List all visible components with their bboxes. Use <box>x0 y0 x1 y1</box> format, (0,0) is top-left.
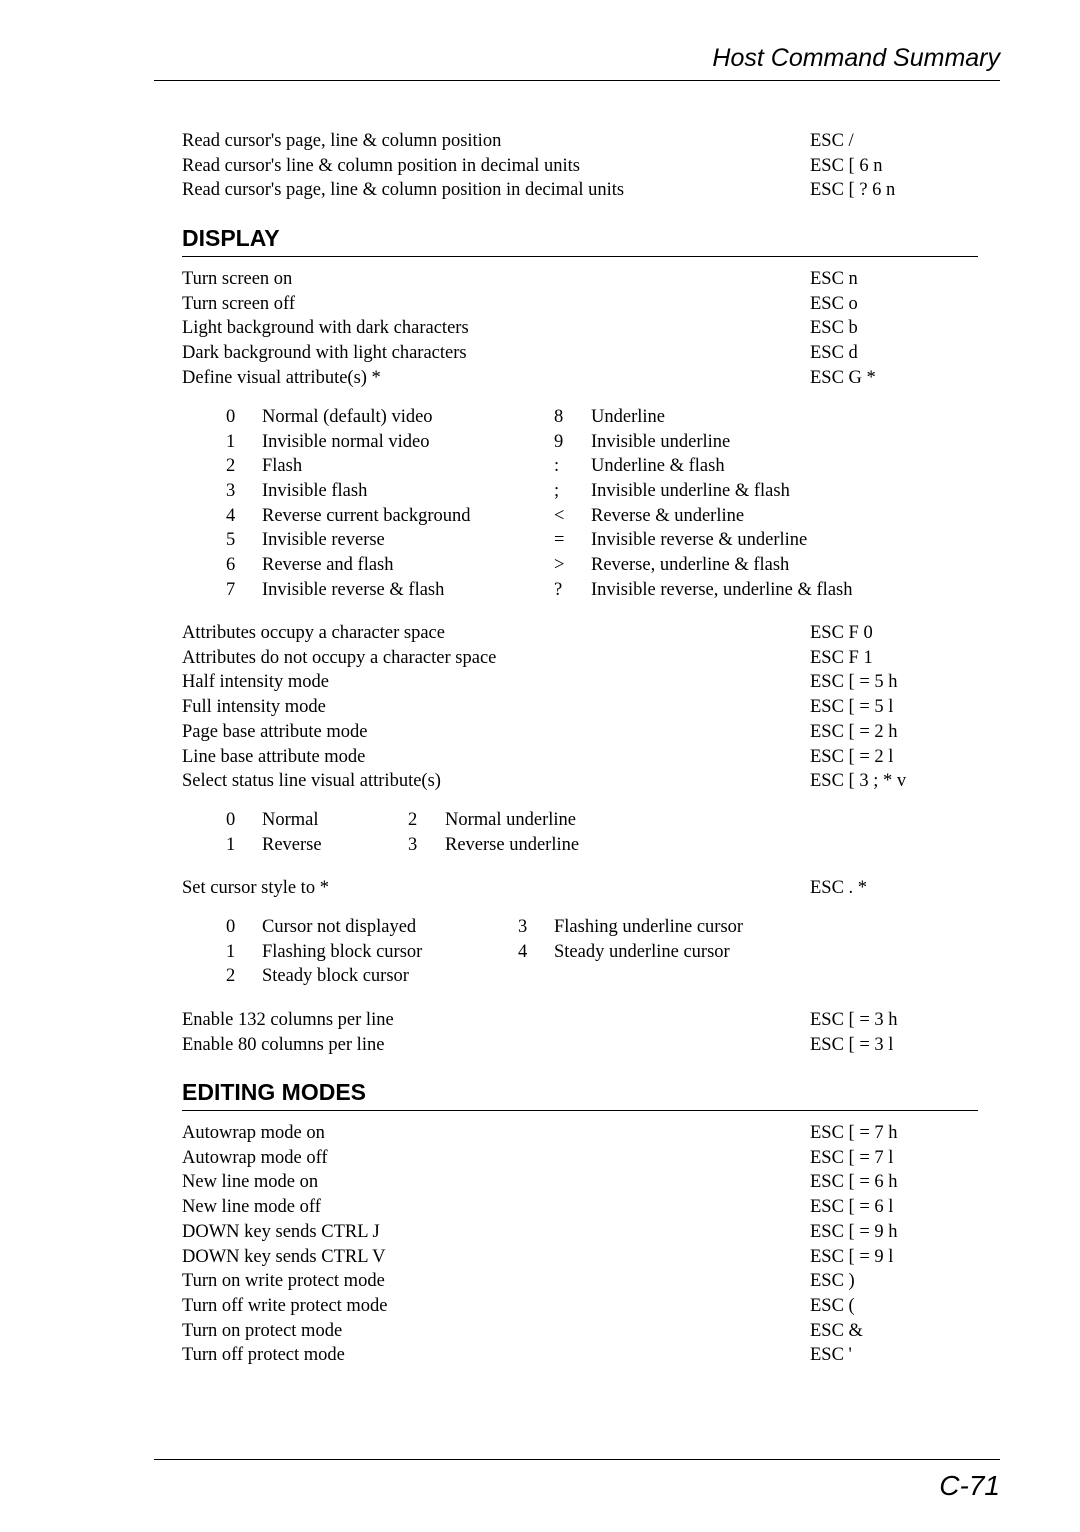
command-row <box>182 646 982 671</box>
attribute-row <box>182 808 982 833</box>
command-row <box>182 366 982 391</box>
command-code: ESC [ = 9 h <box>810 1221 898 1242</box>
command-description: Turn on protect mode <box>182 1320 343 1341</box>
attribute-label: Invisible flash <box>262 481 368 502</box>
command-description: New line mode on <box>182 1172 319 1193</box>
command-code: ESC [ 6 n <box>810 155 883 176</box>
command-row <box>182 769 982 794</box>
command-description: Set cursor style to * <box>182 878 329 898</box>
command-row <box>182 1220 982 1245</box>
command-code: ESC [ = 2 l <box>810 746 894 767</box>
command-code: ESC [ = 7 h <box>810 1123 898 1143</box>
command-code: ESC & <box>810 1320 863 1341</box>
attribute-code: = <box>554 530 565 551</box>
command-row <box>182 876 982 901</box>
command-code: ESC n <box>810 269 858 289</box>
attribute-label: Reverse, underline & flash <box>591 555 790 576</box>
attribute-label: Flashing underline cursor <box>554 917 744 937</box>
attribute-code: 5 <box>226 530 236 551</box>
command-description: Page base attribute mode <box>182 721 368 742</box>
command-description: Turn screen on <box>182 269 293 289</box>
command-code: ESC F 0 <box>810 623 873 643</box>
command-code: ESC [ = 6 h <box>810 1172 898 1193</box>
attribute-code: 3 <box>408 834 418 855</box>
command-description: Light background with dark characters <box>182 318 469 339</box>
attribute-label: Flashing block cursor <box>262 941 423 962</box>
command-row <box>182 1033 982 1058</box>
attribute-code: 3 <box>518 917 528 937</box>
command-description: Enable 80 columns per line <box>182 1034 385 1055</box>
command-row <box>182 1008 982 1033</box>
command-description: New line mode off <box>182 1197 321 1218</box>
command-description: Read cursor's page, line & column position <box>182 131 502 151</box>
command-code: ESC [ = 9 l <box>810 1246 894 1267</box>
attribute-code: 0 <box>226 917 236 937</box>
attribute-row <box>182 964 982 989</box>
attribute-row <box>182 833 982 858</box>
attribute-label: Normal (default) video <box>262 407 433 427</box>
attribute-row <box>182 915 982 940</box>
command-code: ESC . * <box>810 878 868 898</box>
attribute-code: 4 <box>226 505 236 526</box>
editing-heading-rule <box>182 1110 978 1111</box>
command-description: DOWN key sends CTRL J <box>182 1221 380 1242</box>
command-code: ESC ) <box>810 1271 855 1292</box>
attribute-row <box>182 430 982 455</box>
attribute-code: 4 <box>518 941 528 962</box>
attribute-label: Normal <box>262 810 319 830</box>
editing-modes-heading: EDITING MODES <box>182 1079 367 1105</box>
command-code: ESC [ = 6 l <box>810 1197 894 1218</box>
command-row <box>182 745 982 770</box>
attribute-row <box>182 454 982 479</box>
command-code: ESC d <box>810 343 858 364</box>
attribute-row <box>182 578 982 603</box>
command-row <box>182 154 982 179</box>
command-code: ESC o <box>810 293 858 314</box>
command-row <box>182 720 982 745</box>
attribute-code: 0 <box>226 407 236 427</box>
command-row <box>182 1269 982 1294</box>
display-heading-rule <box>182 256 978 257</box>
command-row <box>182 621 982 646</box>
attribute-code: 1 <box>226 834 236 855</box>
attribute-label: Invisible reverse & flash <box>262 579 445 600</box>
command-description: Turn off protect mode <box>182 1345 345 1366</box>
command-row <box>182 267 982 292</box>
command-code: ESC b <box>810 318 858 339</box>
command-description: Define visual attribute(s) * <box>182 367 381 388</box>
attribute-label: Reverse and flash <box>262 555 394 576</box>
command-description: Read cursor's line & column position in decimal units <box>182 155 580 176</box>
status-attribute-table <box>182 808 982 857</box>
attribute-row <box>182 553 982 578</box>
attribute-label: Invisible reverse <box>262 530 385 551</box>
command-code: ESC / <box>810 131 854 151</box>
command-code: ESC [ = 7 l <box>810 1147 894 1168</box>
attribute-code: 0 <box>226 810 236 830</box>
command-description: DOWN key sends CTRL V <box>182 1246 386 1267</box>
command-description: Line base attribute mode <box>182 746 366 767</box>
command-code: ESC [ = 5 h <box>810 672 898 693</box>
display-heading: DISPLAY <box>182 225 280 251</box>
command-row <box>182 1343 982 1368</box>
command-row <box>182 670 982 695</box>
command-description: Attributes occupy a character space <box>182 623 445 643</box>
attribute-label: Reverse <box>262 834 322 855</box>
command-row <box>182 1245 982 1270</box>
attribute-label: Flash <box>262 456 303 477</box>
attribute-row <box>182 504 982 529</box>
command-description: Autowrap mode off <box>182 1147 328 1168</box>
attribute-label: Invisible normal video <box>262 431 430 452</box>
command-code: ESC [ = 3 h <box>810 1010 898 1030</box>
attribute-label: Underline & flash <box>591 456 725 477</box>
header-rule <box>154 80 1000 81</box>
attribute-code: 1 <box>226 431 236 452</box>
command-code: ESC [ = 3 l <box>810 1034 894 1055</box>
attribute-code: 9 <box>554 431 564 452</box>
command-code: ESC ' <box>810 1345 852 1366</box>
cursor-style-table <box>182 915 982 989</box>
attribute-label: Invisible reverse, underline & flash <box>591 579 853 600</box>
command-code: ESC F 1 <box>810 647 873 668</box>
attribute-code: 2 <box>226 966 236 987</box>
attribute-label: Invisible underline & flash <box>591 481 790 502</box>
command-code: ESC ( <box>810 1295 855 1316</box>
footer-rule <box>154 1459 1000 1460</box>
attribute-label: Invisible underline <box>591 431 731 452</box>
attribute-code: 2 <box>226 456 236 477</box>
command-row <box>182 1195 982 1220</box>
command-row <box>182 292 982 317</box>
attribute-code: > <box>554 555 565 576</box>
command-row <box>182 341 982 366</box>
command-row <box>182 695 982 720</box>
command-description: Half intensity mode <box>182 672 329 693</box>
attribute-label: Steady block cursor <box>262 966 409 987</box>
page-header-title: Host Command Summary <box>712 44 1000 72</box>
attribute-row <box>182 940 982 965</box>
attribute-label: Underline <box>591 407 665 427</box>
command-description: Autowrap mode on <box>182 1123 325 1143</box>
attribute-label: Reverse & underline <box>591 505 745 526</box>
attribute-code: 6 <box>226 555 236 576</box>
command-description: Select status line visual attribute(s) <box>182 771 441 792</box>
command-row <box>182 1121 982 1146</box>
command-row <box>182 1170 982 1195</box>
command-row <box>182 1319 982 1344</box>
command-description: Full intensity mode <box>182 697 326 718</box>
attribute-row <box>182 528 982 553</box>
attribute-code: 1 <box>226 941 236 962</box>
attribute-code: ? <box>554 579 563 600</box>
visual-attribute-table <box>182 405 982 603</box>
attribute-label: Cursor not displayed <box>262 917 417 937</box>
attribute-code: 3 <box>226 481 236 502</box>
command-description: Read cursor's page, line & column position in decimal units <box>182 180 625 201</box>
command-row <box>182 1294 982 1319</box>
attribute-label: Reverse current background <box>262 505 471 526</box>
attribute-label: Normal underline <box>445 810 576 830</box>
attribute-code: 2 <box>408 810 418 830</box>
command-description: Enable 132 columns per line <box>182 1010 394 1030</box>
command-row <box>182 129 982 154</box>
command-description: Turn on write protect mode <box>182 1271 385 1292</box>
command-row <box>182 178 982 203</box>
attribute-code: 8 <box>554 407 564 427</box>
attribute-row <box>182 479 982 504</box>
page-number: C-71 <box>939 1470 1000 1501</box>
command-code: ESC [ = 2 h <box>810 721 898 742</box>
command-code: ESC G * <box>810 367 876 388</box>
attribute-code: : <box>554 456 560 477</box>
attribute-label: Reverse underline <box>445 834 580 855</box>
attribute-code: ; <box>554 481 560 502</box>
command-description: Turn screen off <box>182 293 296 314</box>
command-description: Attributes do not occupy a character space <box>182 647 497 668</box>
command-code: ESC [ = 5 l <box>810 697 894 718</box>
command-row <box>182 316 982 341</box>
command-description: Turn off write protect mode <box>182 1295 388 1316</box>
attribute-code: 7 <box>226 579 236 600</box>
attribute-code: < <box>554 505 565 526</box>
command-row <box>182 1146 982 1171</box>
attribute-label: Invisible reverse & underline <box>591 530 808 551</box>
command-code: ESC [ 3 ; * v <box>810 771 907 792</box>
attribute-label: Steady underline cursor <box>554 941 730 962</box>
attribute-row <box>182 405 982 430</box>
command-code: ESC [ ? 6 n <box>810 180 896 201</box>
command-description: Dark background with light characters <box>182 343 467 364</box>
